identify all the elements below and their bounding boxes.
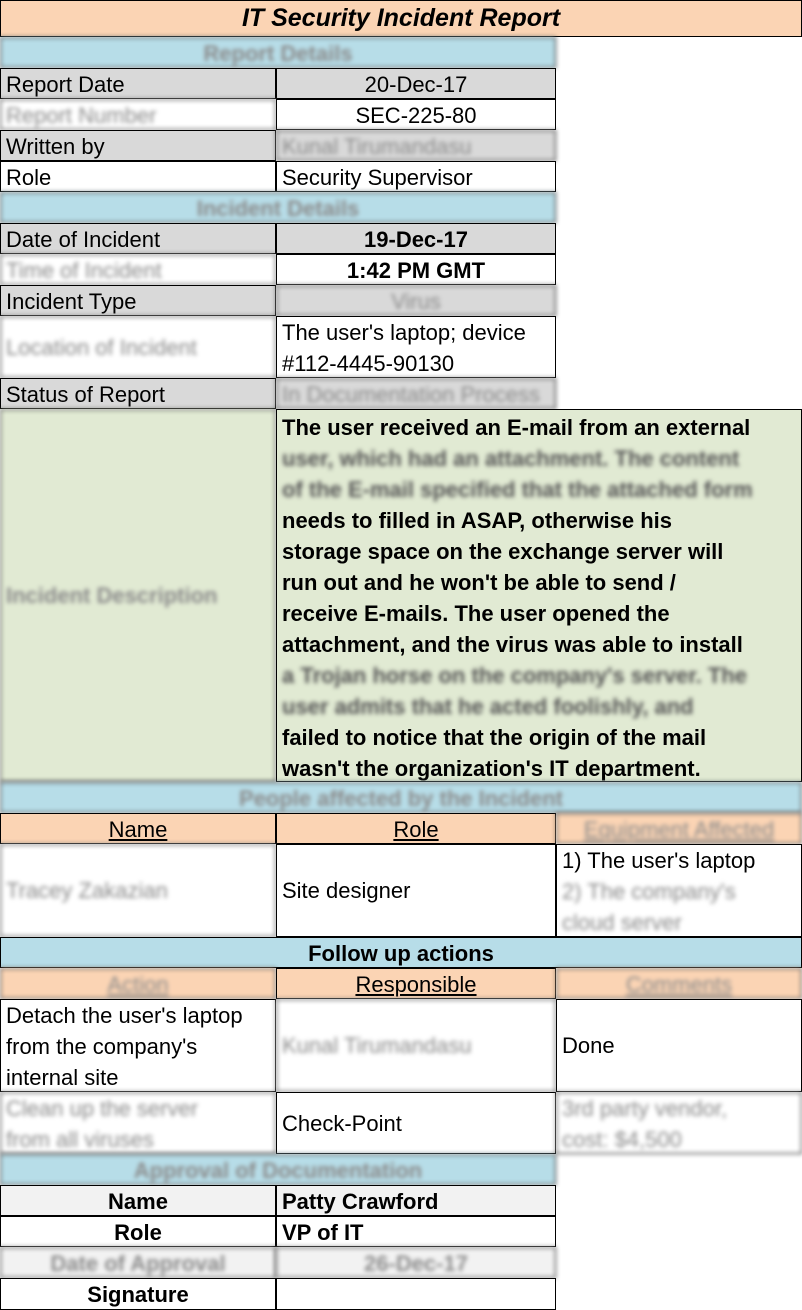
report-date-label: Report Date [0,68,276,99]
role-label: Role [0,161,276,192]
incident-description-label-cell [0,409,276,782]
equipment-line: 1) The user's laptop [562,848,756,873]
people-affected-header: People affected by the Incident [0,782,802,813]
followup-col-comments: Comments [556,968,802,999]
report-number-value: SEC-225-80 [276,99,556,130]
date-of-incident-label: Date of Incident [0,223,276,254]
equipment-affected-cell [556,844,802,937]
written-by-label: Written by [0,130,276,161]
report-date-value: 20-Dec-17 [276,68,556,99]
location-label-cell [0,316,276,378]
followup-col-responsible: Responsible [276,968,556,999]
description-line: The user received an E-mail from an external [282,415,751,440]
equipment-line: cloud server [562,910,682,935]
description-line: run out and he won't be able to send / [282,570,676,595]
incident-type-label: Incident Type [0,285,276,316]
action-line: from the company's [6,1034,198,1059]
approval-date-value: 26-Dec-17 [276,1247,556,1278]
location-of-incident-label: Location of Incident [6,334,197,360]
responsible-cell-1 [276,999,556,1092]
people-col-name: Name [0,813,276,844]
approval-header: Approval of Documentation [0,1154,556,1185]
action-line: Detach the user's laptop [6,1003,243,1028]
responsible-value: Kunal Tirumandasu [282,1033,472,1058]
report-details-header: Report Details [0,37,556,68]
description-line: attachment, and the virus was able to install [282,632,743,657]
description-line: receive E-mails. The user opened the [282,601,670,626]
written-by-value: Kunal Tirumandasu [276,130,556,161]
comment-line: cost: $4,500 [562,1127,682,1152]
role-value: Security Supervisor [276,161,556,192]
location-line-1: The user's laptop; device [282,320,526,345]
description-line: storage space on the exchange server will [282,539,724,564]
follow-up-header: Follow up actions [0,937,802,968]
location-line-2: #112-4445-90130 [282,351,455,376]
approval-date-label: Date of Approval [0,1247,276,1278]
comment-value: Done [562,1033,615,1058]
people-col-role: Role [276,813,556,844]
comment-cell-1 [556,999,802,1092]
affected-person-role: Site designer [282,878,411,903]
approver-role-label: Role [0,1216,276,1247]
description-line: of the E-mail specified that the attached form [282,477,753,502]
time-of-incident-label: Time of Incident [0,254,276,285]
description-line: user admits that he acted foolishly, and [282,694,694,719]
signature-field [276,1278,556,1310]
affected-person-name: Tracey Zakazian [6,878,168,903]
action-line: internal site [6,1065,119,1090]
people-col-equipment: Equipment Affected [556,813,802,844]
description-line: needs to filled in ASAP, otherwise his [282,508,672,533]
report-number-label: Report Number [0,99,276,130]
description-line: user, which had an attachment. The content [282,446,740,471]
responsible-value: Check-Point [282,1110,402,1136]
comment-cell-2 [556,1092,802,1154]
incident-type-value: Virus [276,285,556,316]
followup-col-action: Action [0,968,276,999]
action-line: Clean up the server [6,1096,198,1121]
signature-label: Signature [0,1278,276,1310]
report-title: IT Security Incident Report [0,0,802,37]
status-of-report-label: Status of Report [0,378,276,409]
affected-person-name-cell [0,844,276,937]
comment-line: 3rd party vendor, [562,1096,728,1121]
time-of-incident-value: 1:42 PM GMT [276,254,556,285]
equipment-line: 2) The company's [562,879,736,904]
description-line: a Trojan horse on the company's server. The [282,663,747,688]
approver-name-label: Name [0,1185,276,1216]
incident-description-text [276,409,802,782]
affected-person-role-cell [276,844,556,937]
action-line: from all viruses [6,1127,154,1152]
action-cell-1 [0,999,276,1092]
action-cell-2 [0,1092,276,1154]
description-line: wasn't the organization's IT department. [282,756,701,781]
approver-name-value: Patty Crawford [276,1185,556,1216]
description-line: failed to notice that the origin of the mail [282,725,707,750]
incident-description-label: Incident Description [6,583,218,608]
approver-role-value: VP of IT [276,1216,556,1247]
responsible-cell-2 [276,1092,556,1154]
location-value-cell [276,316,556,378]
date-of-incident-value: 19-Dec-17 [276,223,556,254]
incident-details-header: Incident Details [0,192,556,223]
status-of-report-value: In Documentation Process [276,378,556,409]
